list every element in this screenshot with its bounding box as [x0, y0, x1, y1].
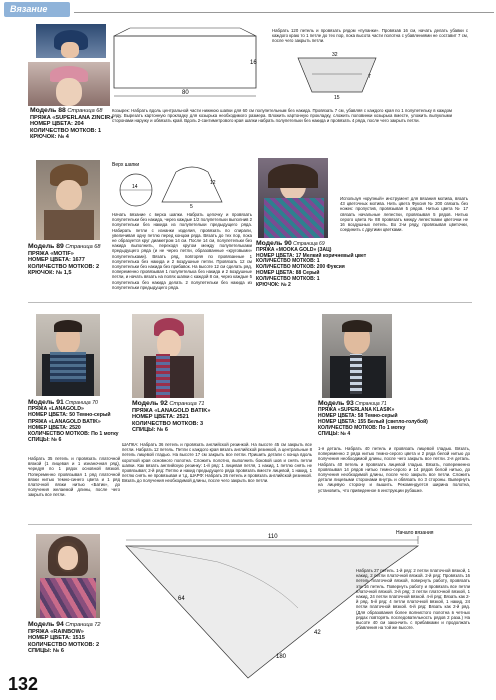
caption-model-92	[132, 401, 210, 434]
model-89-hook: КРЮЧОК: № 1,5	[28, 270, 72, 277]
caption-model-93	[318, 401, 428, 437]
model-93-page: Страница 71	[355, 401, 387, 407]
label-42: 42	[314, 630, 321, 636]
photo-model-93	[322, 314, 392, 398]
model-88-skeins: КОЛИЧЕСТВО МОТКОВ: 1	[30, 127, 102, 134]
model-91-label: Модель 91	[28, 399, 64, 406]
photo-model-92	[132, 314, 204, 398]
label-80: 80	[182, 90, 189, 96]
model-92-page: Страница 71	[169, 401, 205, 407]
caption-model-89	[28, 244, 101, 277]
model-89-skeins: КОЛИЧЕСТВО МОТКОВ: 2	[28, 263, 100, 270]
caption-model-91	[28, 400, 119, 443]
text-92: ШАПКА: Набрать 36 петель и провязать английской резинкой. На высоте 45 см закрыть все петли. Набрать 12 петель. Петли с каждого края вязать английской резинкой, а центральные 8 петель лицевой гладью. На высоте 17 см закрыть все петли. Пришить детали с конца вдоль короткой края основного полотна. Сложить полотно, выполнить боковой шов и снять петли шапки. Как вязать английскую резинку: 1-й ряд: 1 лицевая петля, 1 накид, 1 петлю снять не провязывая; 2-й ряд: Петлю и накид предыдущего ряда провязать вместе лицевой, 1 накид, 1 петлю снять не провязывая и т.д. ШАРФ: Набрать 26 петель и провязать английской резинкой. Вязать до получения необходимой длины, после чего закрыть все петли.	[122, 442, 312, 484]
model-90-color2: НОМЕР ЦВЕТА: 88 Серый	[256, 269, 320, 276]
model-88-color: НОМЕР ЦВЕТА: 204	[30, 121, 84, 128]
photo-model-90	[258, 158, 328, 238]
label-180: 180	[276, 654, 287, 660]
model-90-skeins: КОЛИЧЕСТВО МОТКОВ: 1	[256, 258, 320, 265]
text-93: 1-я деталь. Набрать 40 петель и провязать лицевой гладью. Вязать, попеременно 2 ряда нитью темно-серого цвета и 2 ряда белой нитью до получения необходимой длины, после чего закрыть все петли. 2-я деталь. Набрать 40 петель и провязать лицевой гладью. Вязать, попеременно провязывая 14 рядов нитью темно-серого и 14 рядов белой нитью, до получения необходимой длины, после чего закрыть все петли. Сложить детали лицевыми сторонами внутрь и обвязать по 3 стороны. Вывернуть на лицевую сторону и вышить. Рекомендуется ширина полотна, установить, что приведенное в инструкции рубашке.	[318, 446, 470, 493]
model-90-page: Страница 69	[293, 241, 325, 247]
page-number: 132	[8, 674, 39, 694]
model-91-color: НОМЕР ЦВЕТА: 50 Темно-серый	[28, 412, 111, 419]
model-91-page: Страница 70	[65, 400, 98, 406]
model-92-skeins: КОЛИЧЕСТВО МОТКОВ: 3	[132, 420, 204, 427]
logo-text: Вязание	[10, 4, 48, 14]
text-89: Начать вязание с верха шапки. Набрать цепочку и провязать полупетельки без накида, через каждые 1/2 полупетельки выполнив 2 полупетельки без накида из полупетельки предыдущего ряда. Набирать петли с изнанки изделия, провязать по спирали, увеличивая одну петлю перед концом ряда. Вязать до тех пор, пока не образуется круг диаметром 14 см. После 14 см, полупетельки без накида выполнить, переходя кругом между полупетельками предыдущего ряда (и не через петли, образованные «круговыми» полупетельками). Вязать ряд, повторяя по провязанные 1 полупетелька без накида и 2 воздушные петли. Провязать 12 см полупетельки без накида без прибавок. На высоте 12 см сделать ряд, попеременно провязывая 1 полупетелька без накида и 2 воздушные петли, и начать вязать на полях шапки с каждой 8 см, через каждые 5 полупетелька без накида делать 2 полупетельки без накида из полупетельки предыдущего ряда.	[112, 212, 252, 290]
model-94-yarn: ПРЯЖА «RAINBOW»	[28, 628, 84, 635]
text-90: Используя «крупный» инструмент для вязания мотива, вязать 43 цветочных мотива. Нить цвета Фуксия № 200 связать без ножек: пропустив, провязывая 5 рядов. Нитью цвета № 17 связать начальные лепестки, провязывая 5 рядов. Нитью серого цвета № 88 провязать между лепестками цветочки не 16 воздушных петель. Во 2-м ряду, провязывая цветочки, соединить с другими цветками.	[340, 196, 468, 233]
model-91-skeins: КОЛИЧЕСТВО МОТКОВ: По 1 мотку	[28, 431, 119, 438]
diagram-88-band	[110, 24, 260, 102]
model-89-page: Страница 68	[65, 244, 101, 250]
label-12: 12	[210, 180, 216, 186]
photo-model-91	[36, 314, 100, 396]
model-89-yarn: ПРЯЖА «MOTIF»	[28, 250, 74, 257]
model-91-yarn2: ПРЯЖА «LANAGOLD BATIK»	[28, 418, 101, 425]
model-90-skeins2: КОЛИЧЕСТВО МОТКОВ: 1	[256, 275, 320, 282]
label-14: 14	[132, 184, 138, 190]
model-94-page: Страница 72	[65, 622, 101, 628]
text-88-right: Набрать 120 петель и провязать рядом «пупанки». Провязав 16 см, начать делать убавки с каждого краю то 1 петле до тех пор, пока высота части полотна с убавлениями не составит 7 см, после чего закрыть петли.	[272, 28, 468, 44]
diagram-88-visor	[292, 52, 382, 102]
photo-model-88-hat-blue	[36, 24, 106, 58]
divider-mid	[28, 302, 472, 303]
model-92-yarn: ПРЯЖА «LANAGOLD BATIK»	[132, 407, 211, 414]
label-15: 15	[334, 95, 340, 101]
model-93-color: НОМЕР ЦВЕТА: 58 Темно-серый	[318, 413, 398, 419]
model-90-yarn: ПРЯЖА «MOOKA GOLD» (ЗАЦ)	[256, 246, 332, 253]
model-90-extra2: КОЛИЧЕСТВО МОТКОВ: 200 Фуксия	[256, 264, 345, 271]
model-94-label: Модель 94	[28, 621, 64, 628]
model-94-needles: СПИЦЫ: № 6	[28, 648, 64, 655]
diagram-89-hat	[110, 158, 230, 210]
photo-model-89	[36, 160, 100, 240]
model-90-hook: КРЮЧОК: № 2	[256, 281, 291, 288]
divider-bottom	[28, 524, 472, 525]
text-91: Набрать 35 петель и провязать платочной вязкой (1 лицевая и 1 изнаночная ряд), чередуя по 1 рядок основной вязкой. Попеременно провязывая 1 ряд платочной вязки нитью темно-синего цвета и 1 ряд платочной вязки нитью «Батик», до получения желаемой длины, после чего закрыть все петли.	[28, 456, 120, 498]
model-90-label: Модель 90	[256, 240, 292, 247]
model-93-yarn: ПРЯЖА «SUPERLANA KLASIK»	[318, 407, 395, 413]
caption-model-90	[256, 241, 366, 288]
model-91-color2: НОМЕР ЦВЕТА: 2520	[28, 424, 81, 431]
model-92-label: Модель 92	[132, 400, 168, 407]
label-16: 16	[250, 60, 257, 66]
label-verkh: Верх шапки	[112, 162, 140, 168]
text-88-main: Козырек: Набрать вдоль центральной части нижнюю шапки для 60 см полупетельным без накида. Провязать 7 см, убавляя с каждого края по 1 полупетельку в каждом ряду. Вырезать картонную прокладку для козырька необходимого размера. Вложить картонную прокладку, сложить половинки козырька вместе, уложить выпуклыми сторонами наружу и обвязать край. Вдоль 2-сантиметрового края шапки набрать полупетельки без накида и провязать 4 ряда, после чего закрыть петли.	[112, 108, 452, 124]
label-5: 5	[190, 204, 193, 210]
model-91-needles: СПИЦЫ: № 6	[28, 437, 62, 444]
text-94: Набрать 27 петель. 1-й ряд: 2 петли платочной вязкой, 1 накид, 2 петли платочной вязкой. 2-й ряд: Провязать 16 петель платочной вязкой, повернуть работу, провязать эти 16 петель. Повернуть работу и провязать все петли платочной вязкой. 3-й ряд: 3 петли платочной вязкой, 1 накид, 24 петли платочной вязкой. 4-й ряд: Вязать как 2-й ряд. 5-й ряд: 4 петли платочной вязкой, 1 накид, 24 петли платочной вязкой. 6-й ряд: Вязать как 2-й ряд. (Для образования более волнистого полотна в четных рядах повторять последовательность рядов 2 раза.) На высоте 40 см закончить с прибавками и продолжать убавления на той же высоте.	[356, 568, 470, 631]
caption-model-94	[28, 622, 101, 655]
model-88-yarn: ПРЯЖА «SUPERLANA ZINCIR»	[30, 114, 114, 121]
caption-model-88	[30, 108, 113, 141]
label-110: 110	[268, 534, 278, 540]
label-7: 7	[368, 74, 371, 80]
model-94-color: НОМЕР ЦВЕТА: 1515	[28, 635, 85, 642]
model-94-skeins: КОЛИЧЕСТВО МОТКОВ: 2	[28, 641, 100, 648]
model-91-yarn: ПРЯЖА «LANAGOLD»	[28, 406, 84, 413]
model-93-needles: СПИЦЫ: № 4	[318, 431, 351, 437]
model-88-page: Страница 68	[67, 108, 103, 114]
model-93-label: Модель 93	[318, 400, 354, 407]
model-89-label: Модель 89	[28, 243, 64, 250]
photo-model-94	[36, 534, 100, 618]
model-93-color2: НОМЕР ЦВЕТА: 155 Белый (светло-голубой)	[318, 419, 428, 425]
label-32: 32	[332, 52, 338, 58]
magazine-logo	[4, 2, 70, 17]
model-88-hook: КРЮЧОК: № 4	[30, 134, 69, 141]
header-rule	[74, 12, 494, 13]
model-90-color: НОМЕР ЦВЕТА: 17 Мелкий коричневый цвет	[256, 252, 367, 259]
model-93-skeins: КОЛИЧЕСТВО МОТКОВ: По 1 мотку	[318, 425, 406, 431]
label-64: 64	[178, 596, 185, 602]
model-92-needles: СПИЦЫ: № 6	[132, 427, 168, 434]
photo-model-88-hat-pink	[28, 62, 110, 106]
model-89-color: НОМЕР ЦВЕТА: 1677	[28, 257, 85, 264]
model-92-color: НОМЕР ЦВЕТА: 2521	[132, 414, 189, 421]
model-88-label: Модель 88	[30, 107, 66, 114]
label-nachalo: Начало вязания	[396, 530, 434, 536]
